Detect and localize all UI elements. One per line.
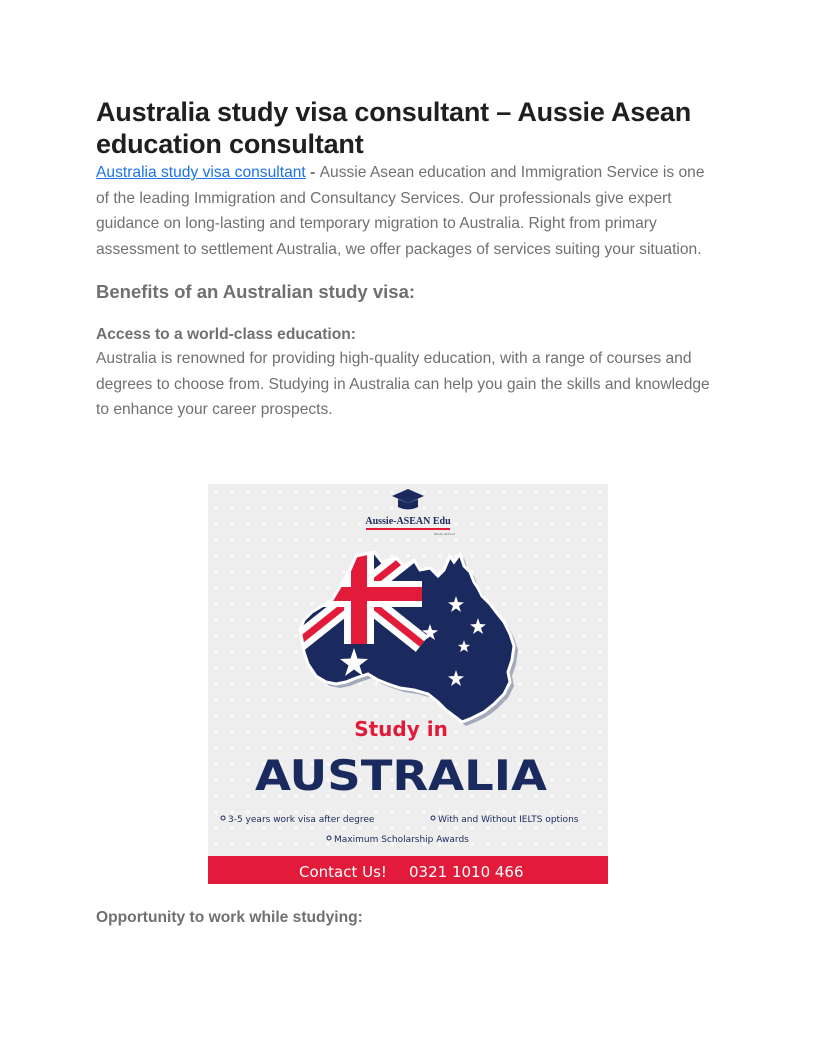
poster-bullet-1: 3-5 years work visa after degree [228, 815, 375, 825]
intro-separator: - [305, 164, 320, 181]
poster-study-in: Study in [354, 717, 448, 741]
poster-brand: Aussie-ASEAN Edu [365, 516, 451, 527]
education-paragraph: Australia is renowned for providing high-quality education, with a range of courses and degrees to choose from. Studying in Australia can help you gain the skills and knowledge to enhance your career prospects. [96, 350, 710, 418]
poster-graphic [208, 484, 608, 884]
poster-contact-label: Contact Us! [299, 863, 387, 881]
poster-country: AUSTRALIA [255, 751, 548, 800]
study-in-australia-poster [208, 484, 608, 884]
brand-underline [366, 528, 450, 530]
poster-bullet-3: Maximum Scholarship Awards [334, 835, 469, 845]
intro-paragraph [96, 160, 721, 262]
subsection-heading-work: Opportunity to work while studying: [96, 909, 363, 926]
intro-text: Aussie Asean education and Immigration Service is one of the leading Immigration and Consultancy Services. Our professionals give expert guidance on long-lasting and temporary migration to Australia. Right from primary assessment to settlement Australia, we offer packages of services suiting your situation. [96, 164, 705, 258]
poster-phone: 0321 1010 466 [409, 863, 524, 881]
contact-banner [208, 856, 608, 884]
poster-tagline: Study Abroad [434, 532, 455, 536]
section-heading: Benefits of an Australian study visa: [96, 281, 416, 302]
page-title: Australia study visa consultant – Aussie Asean education consultant [96, 97, 692, 159]
poster-bullet-2: With and Without IELTS options [438, 815, 579, 825]
consultant-link[interactable]: Australia study visa consultant [96, 164, 306, 181]
document-page [96, 96, 721, 423]
subsection-heading-education: Access to a world-class education: [96, 326, 356, 343]
